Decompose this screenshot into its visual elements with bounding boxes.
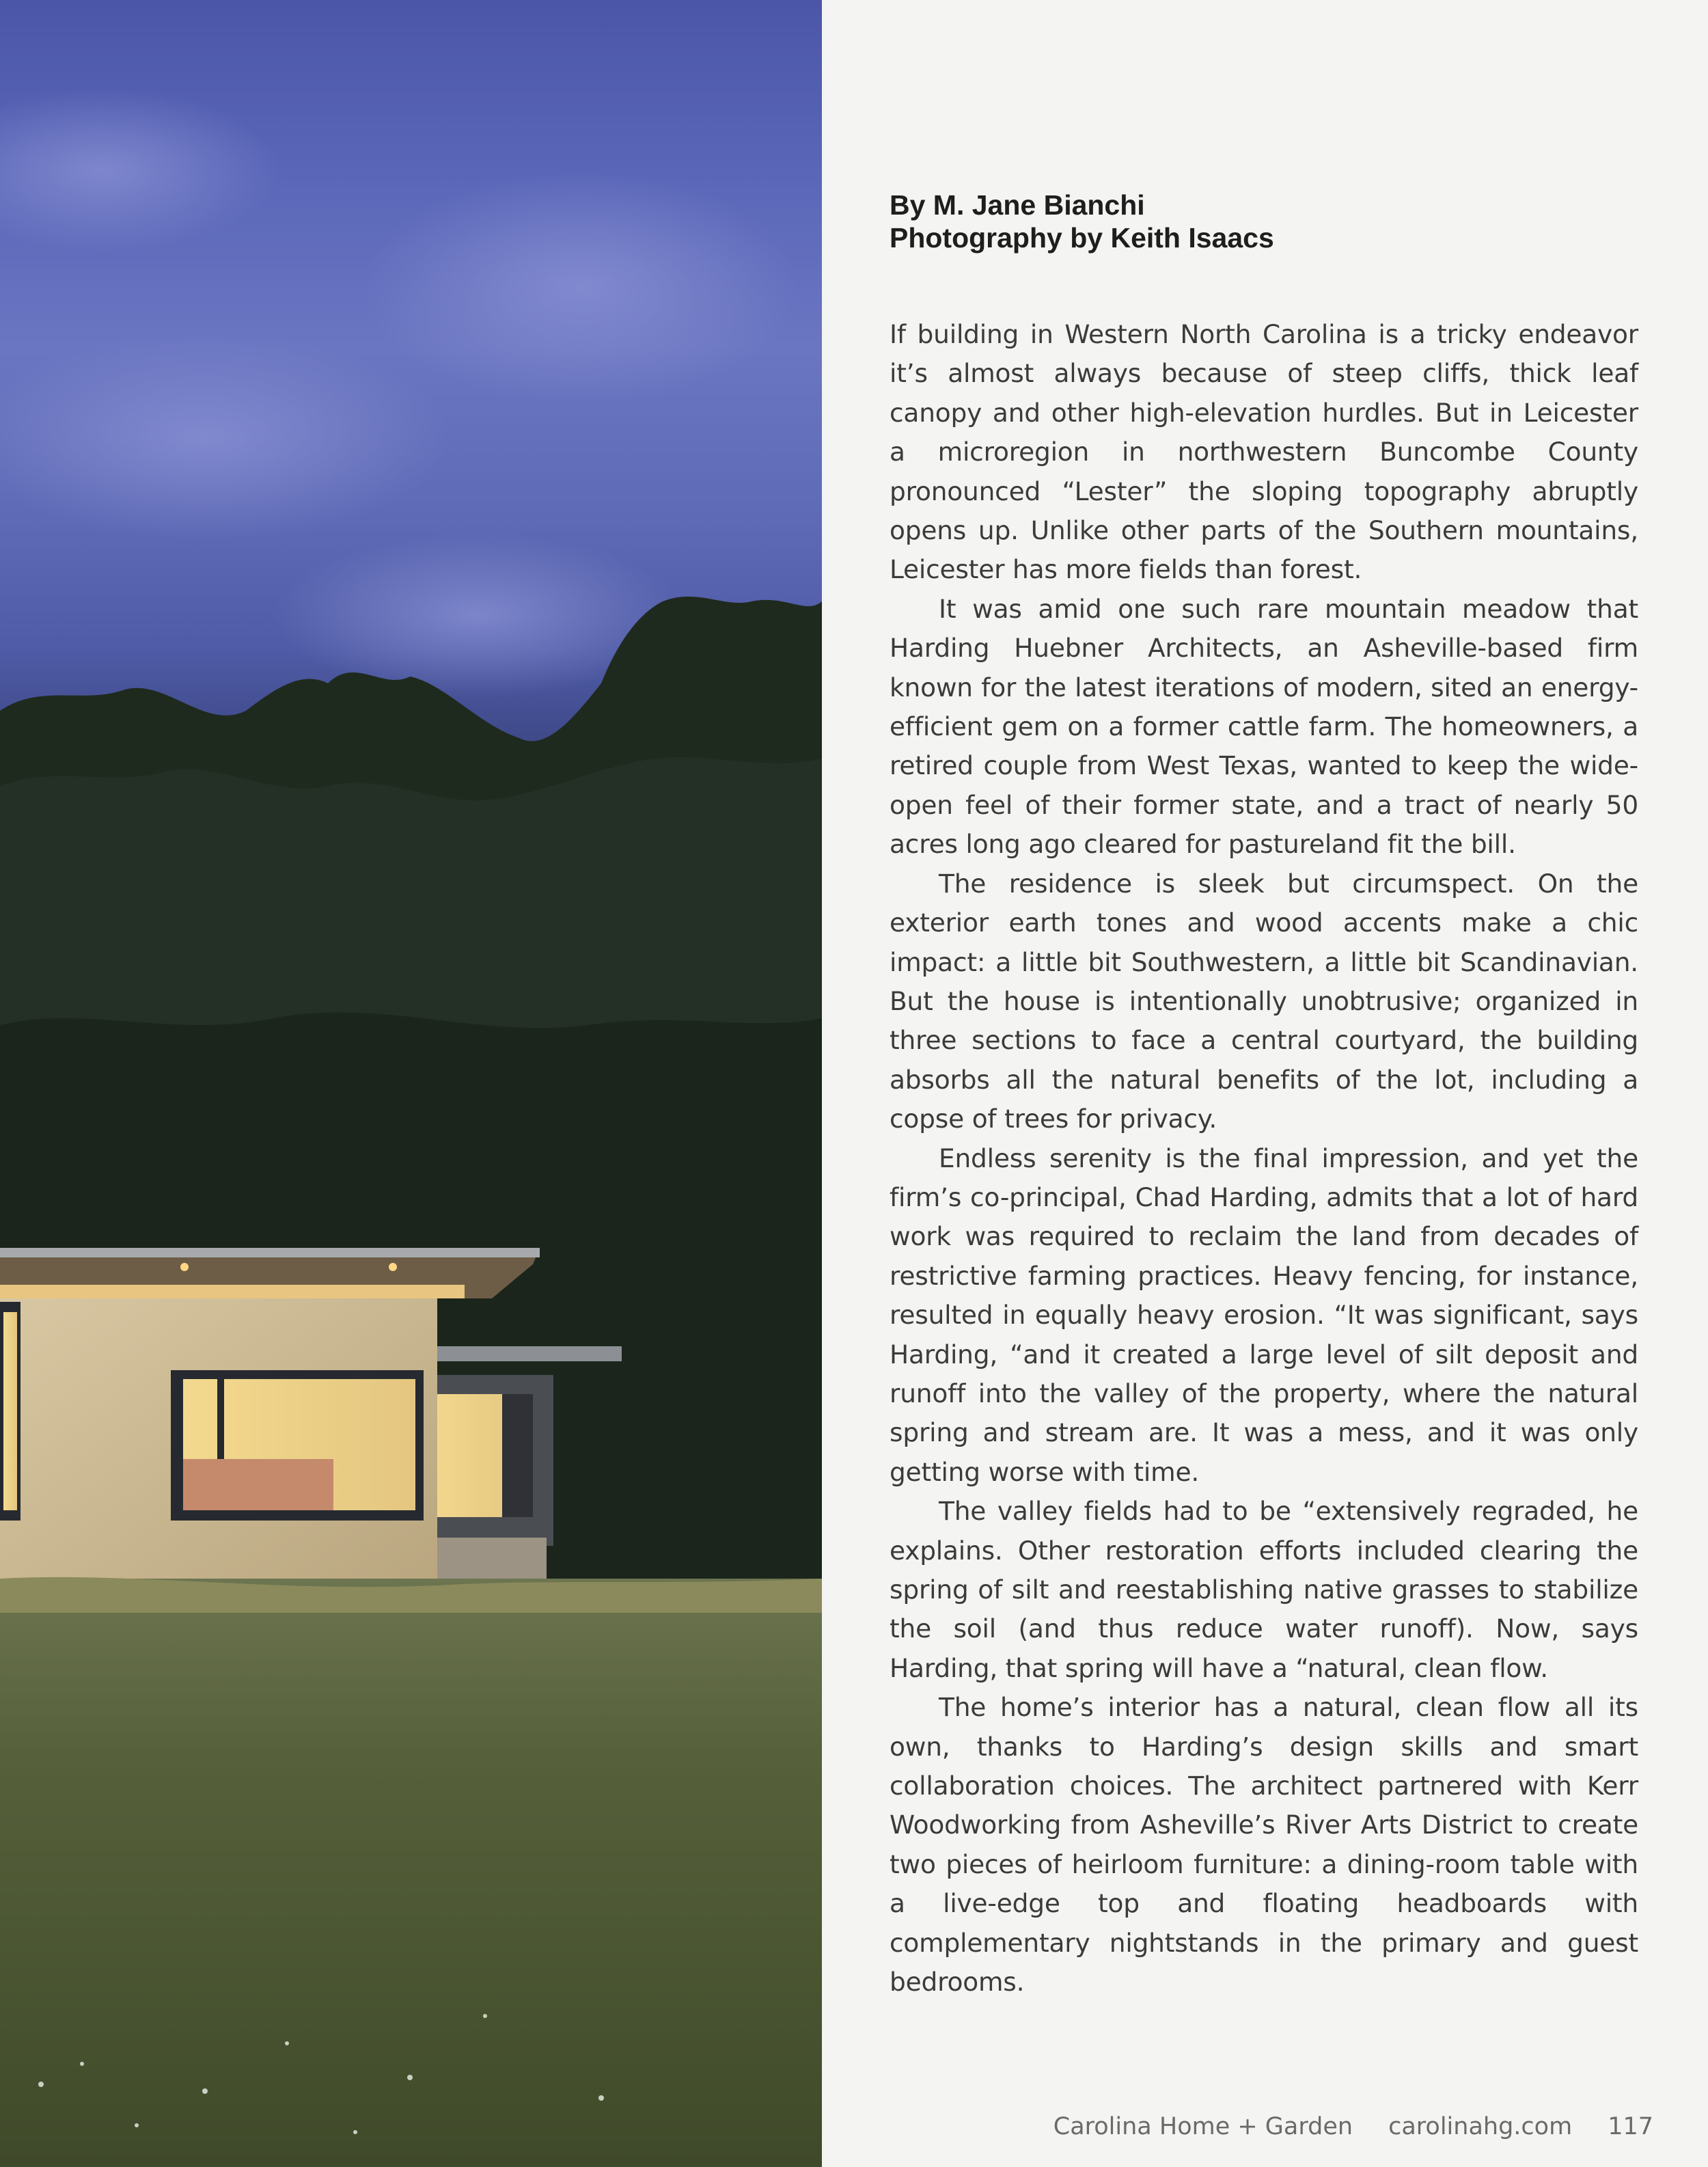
photographer-credit: Photography by Keith Isaacs (890, 222, 1274, 254)
house-photo (0, 0, 822, 2167)
article-paragraph: The home’s interior has a natural, clean flow all its own, thanks to Harding’s design skills and smart collaboration choices. The architect partnered with Kerr Woodworking from Asheville’s River Arts District to create two pieces of heirloom furniture: a dining-room table with a live-edge top and floating headboards with complementary nightstands in the primary and guest bedrooms. (890, 1692, 1638, 1998)
article-paragraph: The residence is sleek but circumspect. On the exterior earth tones and wood accents make a chic impact: a little bit Southwestern, a little bit Scandinavian. But the house is intentionally unobtrusive; organized in three sections to face a central courtyard, the building absorbs all the natural benefits of the lot, including a copse of trees for privacy. (890, 868, 1638, 1134)
article-paragraph: If building in Western North Carolina is a tricky endeavor it’s almost always because of steep cliffs, thick leaf canopy and other high-elevation hurdles. But in Leicester a microregion in northwestern Buncombe County pronounced “Lester” the sloping topography abruptly opens up. Unlike other parts of the Southern mountains, Leicester has more fields than forest. (890, 319, 1638, 585)
article-paragraph: It was amid one such rare mountain meadow that Harding Huebner Architects, an Asheville-based firm known for the latest iterations of modern, sited an energy-efficient gem on a former cattle farm. The homeowners, a retired couple from West Texas, wanted to keep the wide-open feel of their former state, and a tract of nearly 50 acres long ago cleared for pastureland fit the bill. (890, 593, 1638, 860)
page-number: 117 (1608, 2113, 1653, 2140)
article-body (890, 315, 1638, 2002)
page-footer (1053, 2109, 1653, 2144)
photo-illustration (0, 0, 822, 2167)
website-link[interactable]: carolinahg.com (1388, 2113, 1573, 2140)
byline (890, 189, 1504, 254)
magazine-name: Carolina Home + Garden (1053, 2113, 1353, 2140)
article-paragraph: Endless serenity is the final impression, and yet the firm’s co-principal, Chad Harding, admits that a lot of hard work was required to reclaim the land from decades of restrictive farming practices. Heavy fencing, for instance, resulted in equally heavy erosion. “It was significant, says Harding, “and it created a large level of silt deposit and runoff into the valley of the property, where the natural spring and stream are. It was a mess, and it was only getting worse with time. (890, 1143, 1638, 1487)
article-paragraph: The valley fields had to be “extensively regraded, he explains. Other restoration efforts included clearing the spring of silt and reestablishing native grasses to stabilize the soil (and thus reduce water runoff). Now, says Harding, that spring will have a “natural, clean flow. (890, 1496, 1638, 1683)
author-credit: By M. Jane Bianchi (890, 189, 1145, 221)
